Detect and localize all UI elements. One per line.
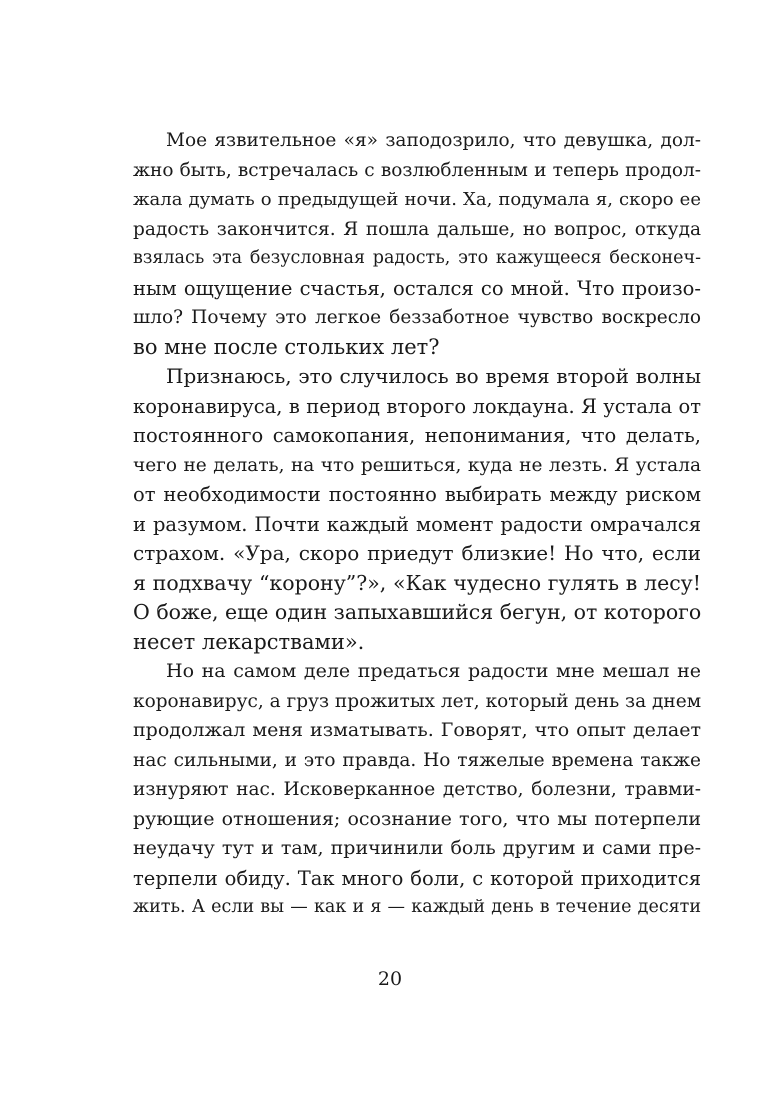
text-line: взялась эта безусловная радость, это кажущееся бесконеч- [133, 248, 701, 268]
text-line: я подхвачу “корону”?», «Как чудесно гулять в лесу! [133, 570, 701, 595]
text-line: продолжал меня изматывать. Говорят, что опыт делает [133, 719, 701, 741]
text-line: Мое язвительное «я» заподозрило, что девушка, дол- [166, 130, 701, 151]
text-line: постоянного самокопания, непонимания, что делать, [133, 424, 701, 447]
text-line: чего не делать, на что решиться, куда не лезть. Я устала [133, 454, 701, 476]
text-line: от необходимости постоянно выбирать между риском [133, 483, 701, 506]
text-line: неудачу тут и там, причинили боль другим и сами пре- [133, 837, 701, 859]
text-line: терпели обиду. Так много боли, с которой приходится [133, 866, 701, 890]
text-line: жала думать о предыдущей ночи. Ха, подумала я, скоро ее [133, 189, 701, 210]
body-text [133, 126, 701, 923]
page-number: 20 [377, 968, 403, 990]
text-line: Но на самом деле предаться радости мне мешал не [166, 660, 701, 682]
text-line: жить. А если вы — как и я — каждый день в течение десяти [133, 897, 701, 917]
text-line: Признаюсь, это случилось во время второй волны [166, 364, 701, 388]
text-line: ным ощущение счастья, остался со мной. Что произо- [133, 276, 701, 300]
text-line: страхом. «Ура, скоро приедут близкие! Но что, если [133, 541, 701, 565]
text-line: изнуряют нас. Исковерканное детство, болезни, травми- [133, 779, 701, 800]
text-line: во мне после стольких лет? [133, 334, 440, 359]
text-line: шло? Почему это легкое беззаботное чувство воскресло [133, 307, 701, 328]
text-line: О боже, еще один запыхавшийся бегун, от которого [133, 600, 702, 624]
text-line: и разумом. Почти каждый момент радости омрачался [133, 512, 701, 536]
text-line: рующие отношения; осознание того, что мы потерпели [133, 807, 701, 830]
text-line: коронавирус, а груз прожитых лет, который день за днем [133, 690, 702, 712]
text-line: жно быть, встречалась с возлюбленным и теперь продол- [133, 159, 701, 181]
text-line: коронавируса, в период второго локдауна. Я устала от [133, 394, 701, 418]
text-line: нас сильными, и это правда. Но тяжелые времена также [133, 749, 701, 771]
text-line: несет лекарствами». [133, 629, 365, 654]
text-line: радость закончится. Я пошла дальше, но вопрос, откуда [133, 218, 701, 240]
